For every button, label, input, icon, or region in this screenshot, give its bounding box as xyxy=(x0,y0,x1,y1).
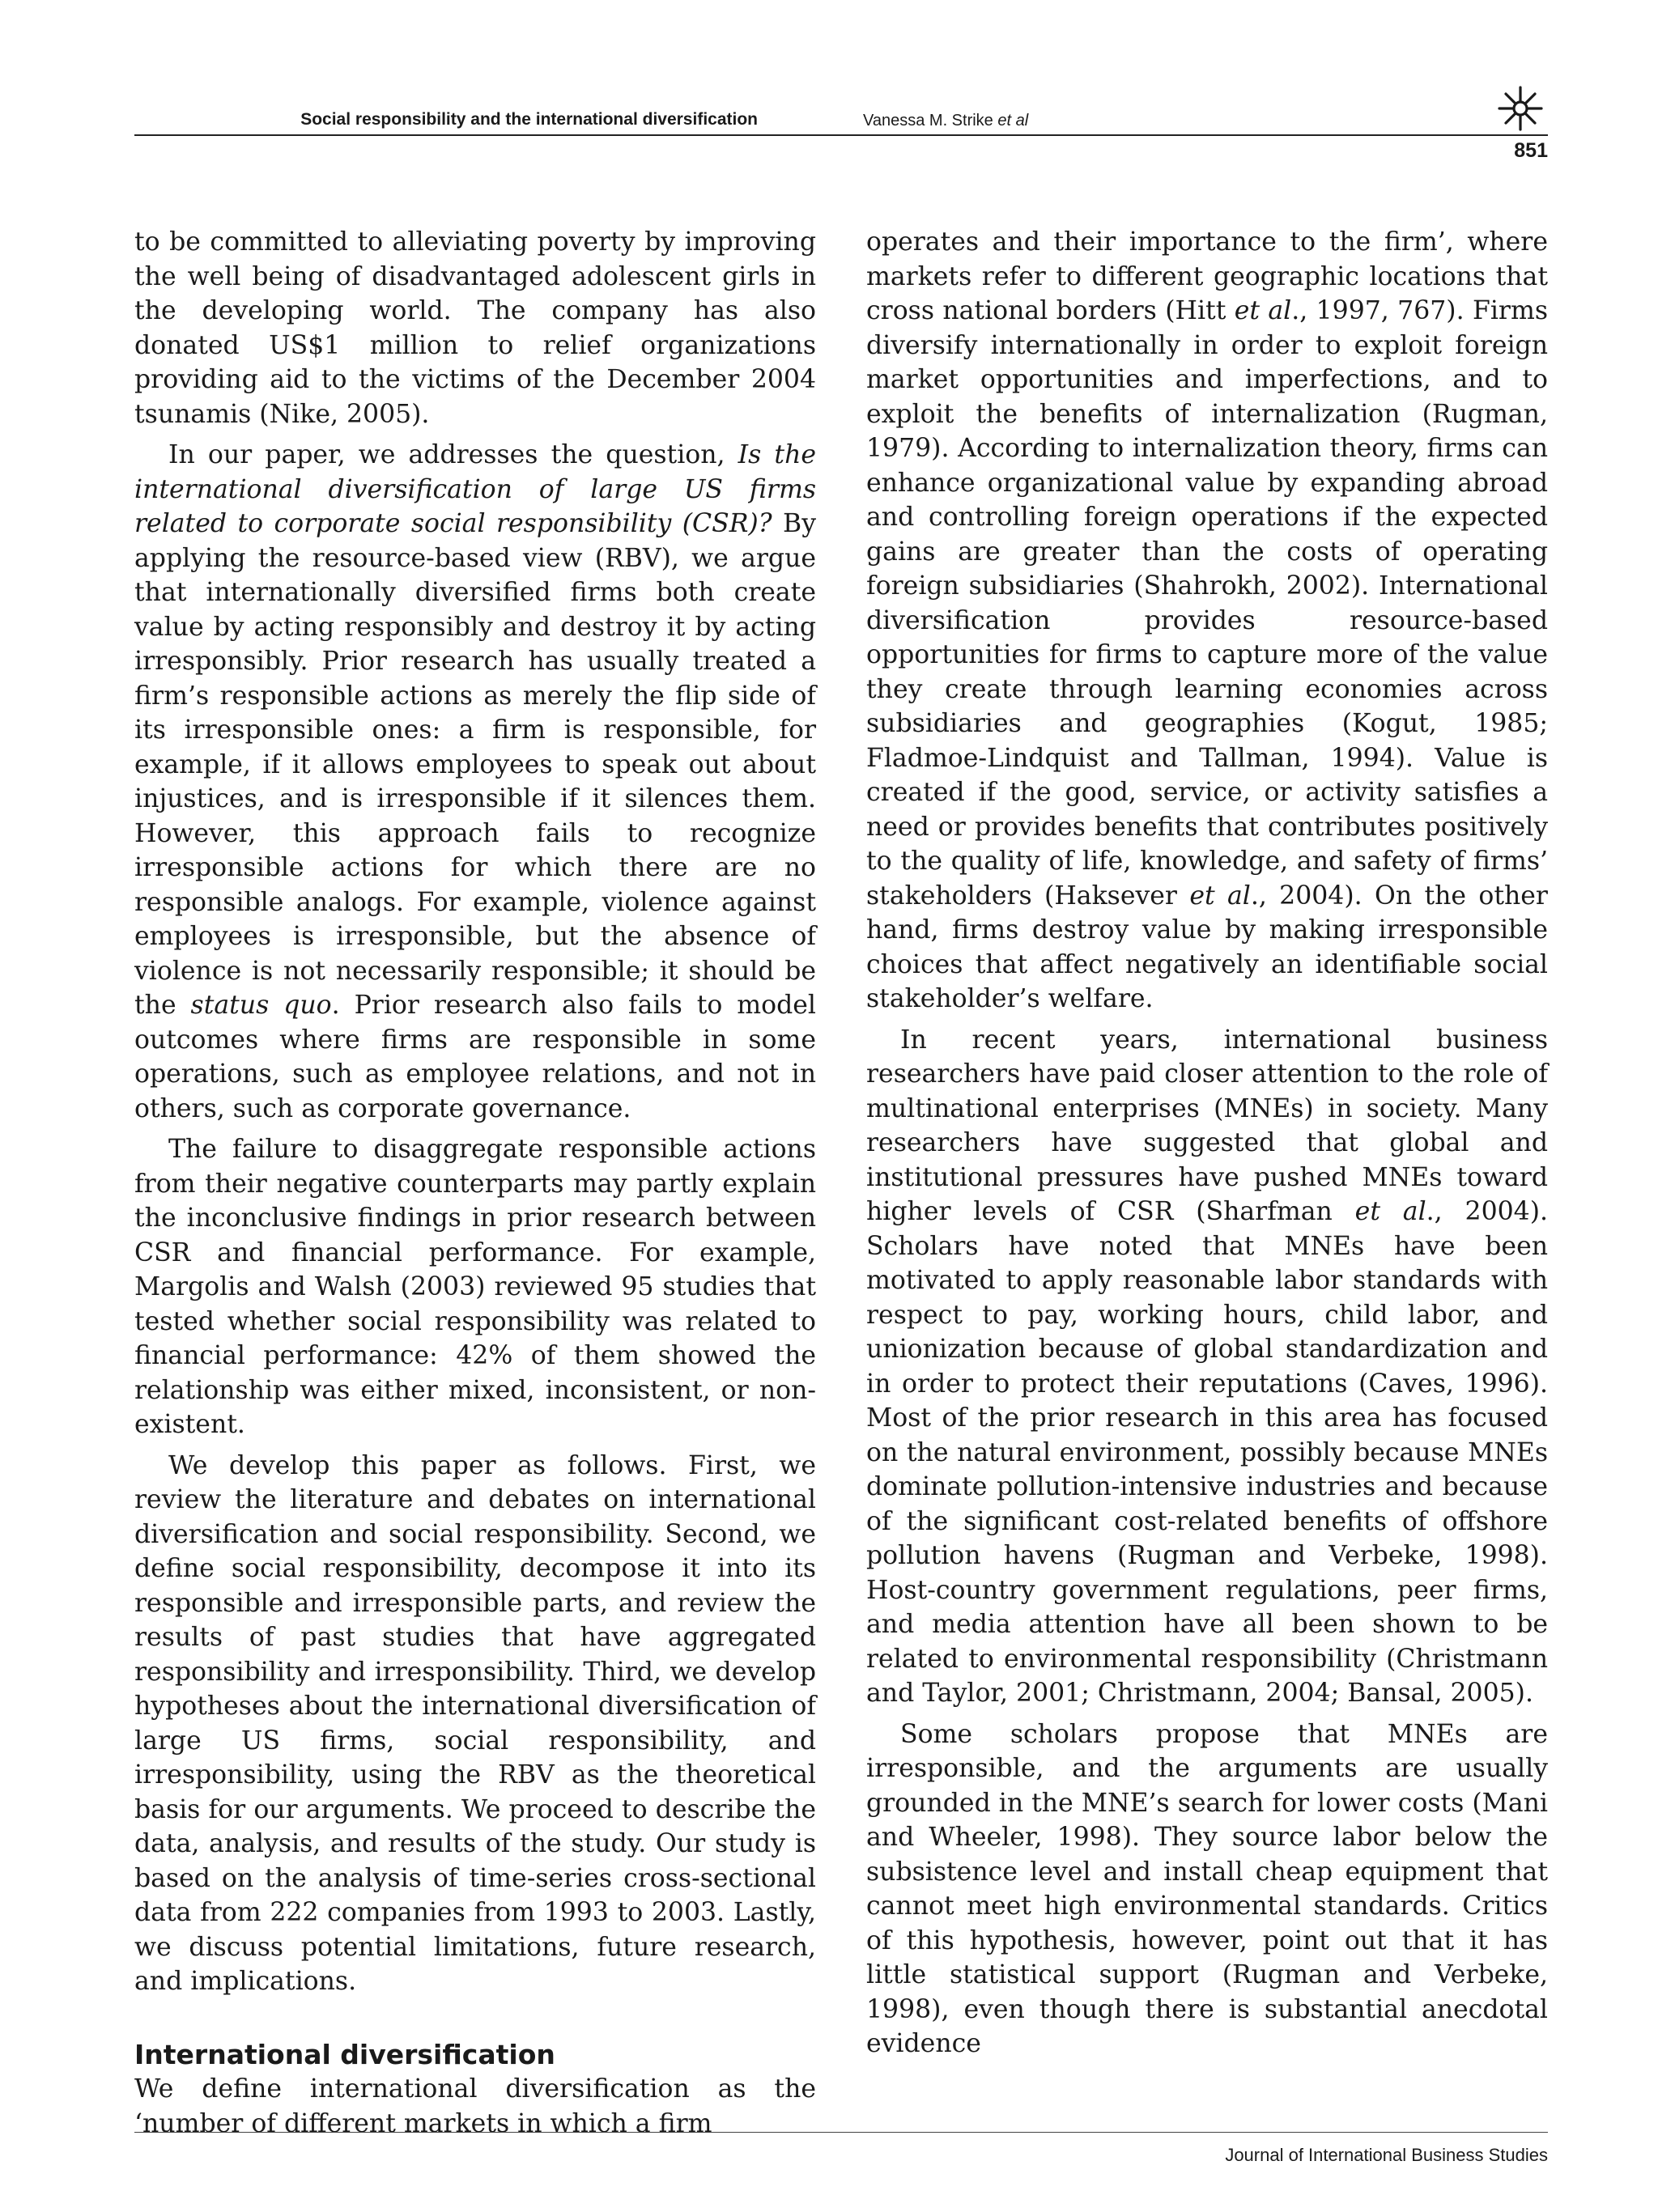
italic-run: et al xyxy=(1234,296,1292,325)
author-suffix: et al xyxy=(997,112,1029,129)
text-run: ., 2004). Scholars have noted that MNEs have been motivated to apply reasonable labor standards with respect to pay, working hours, child labor, and unionization because of global standardization and in order to protect their reputations (Caves, 1996). Most of the prior research in this area has focused on the natural environment, possibly because MNEs dominate pollution-intensive industries and because of the significant cost-related benefits of offshore pollution havens (Rugman and Verbeke, 1998). Host-country government regulations, peer firms, and media attention have all been shown to be related to environmental responsibility (Christmann and Taylor, 2001; Christmann, 2004; Bansal, 2005). xyxy=(866,1197,1548,1708)
paragraph xyxy=(866,1023,1548,1711)
italic-run: status quo xyxy=(190,991,332,1020)
text-run: ., 1997, 767). Firms diversify internationally in order to exploit foreign market opportunities and imperfections, and to exploit the benefits of internalization (Rugman, 1979). According to internalization theory, firms can enhance organizational value by expanding abroad and controlling foreign operations if the expected gains are greater than the costs of operating foreign subsidiaries (Shahrokh, 2002). International diversification provides resource-based opportunities for firms to capture more of the value they create through learning economies across subsidiaries and geographies (Kogut, 1985; Fladmoe-Lindquist and Tallman, 1994). Value is created if the good, service, or activity satisfies a need or provides benefits that contributes positively to the quality of life, knowledge, and safety of firms’ stakeholders (Haksever xyxy=(866,296,1548,911)
section-heading: International diversification xyxy=(134,2038,555,2070)
text-run: ., 2004). On the other hand, firms destroy value by making irresponsible choices that affect negatively an identifiable social stakeholder’s welfare. xyxy=(866,881,1548,1013)
text-run: The failure to disaggregate responsible actions from their negative counterparts may partly explain the inconclusive findings in prior research between CSR and financial performance. For example, Margolis and Walsh (2003) reviewed 95 studies that tested whether social responsibility was related to financial performance: 42% of them showed the relationship was either mixed, inconsistent, or non-existent. xyxy=(134,1135,816,1439)
paragraph xyxy=(866,225,1548,1017)
paragraph xyxy=(134,438,816,1126)
author-name: Vanessa M. Strike xyxy=(863,112,993,129)
paragraph xyxy=(134,2072,816,2141)
author-line xyxy=(863,112,1028,130)
italic-run: Is the international diversification of large US firms related to corporate social responsibility (CSR)? xyxy=(134,440,816,538)
text-run: to be committed to alleviating poverty by improving the well being of disadvantaged adolescent girls in the developing world. The company has also donated US$1 million to relief organizations providing aid to the victims of the December 2004 tsunamis (Nike, 2005). xyxy=(134,227,816,429)
header-rule xyxy=(134,134,1548,136)
page-number: 851 xyxy=(1514,139,1548,162)
italic-run: et al xyxy=(1354,1197,1426,1226)
footer-rule xyxy=(134,2132,1548,2133)
right-column xyxy=(866,225,1548,2061)
text-run: operates and their importance to the firm’, where markets refer to different geographic locations that cross national borders (Hitt xyxy=(866,227,1548,325)
text-run: . Prior research also fails to model outcomes where firms are responsible in some operations, such as employee relations, and not in others, such as corporate governance. xyxy=(134,991,816,1123)
left-column xyxy=(134,225,816,2141)
star-burst-icon xyxy=(1496,84,1545,133)
text-run: In our paper, we addresses the question, xyxy=(168,440,738,469)
text-run: We develop this paper as follows. First, we review the literature and debates on international diversification and social responsibility. Second, we define social responsibility, decompose it into its responsible and irresponsible parts, and review the results of past studies that have aggregated responsibility and irresponsibility. Third, we develop hypotheses about the international diversification of large US firms, social responsibility, and irresponsibility, using the RBV as the theoretical basis for our arguments. We proceed to describe the data, analysis, and results of the study. Our study is based on the analysis of time-series cross-sectional data from 222 companies from 1993 to 2003. Lastly, we discuss potential limitations, future research, and implications. xyxy=(134,1450,816,1996)
text-run: We define international diversification as the ‘number of different markets in which a firm xyxy=(134,2074,816,2138)
running-title: Social responsibility and the international diversification xyxy=(300,110,758,129)
text-run: Some scholars propose that MNEs are irresponsible, and the arguments are usually grounded in the MNE’s search for lower costs (Mani and Wheeler, 1998). They source labor below the subsistence level and install cheap equipment that cannot meet high environmental standards. Critics of this hypothesis, however, point out that it has little statistical support (Rugman and Verbeke, 1998), even though there is substantial anecdotal evidence xyxy=(866,1719,1549,2058)
paragraph xyxy=(866,1717,1548,2061)
italic-run: et al xyxy=(1189,881,1251,911)
journal-name: Journal of International Business Studies xyxy=(1225,2145,1548,2165)
text-run: In recent years, international business researchers have paid closer attention to the role of multinational enterprises (MNEs) in society. Many researchers have suggested that global and institutional pressures have pushed MNEs toward higher levels of CSR (Sharfman xyxy=(866,1025,1548,1226)
paragraph xyxy=(134,1132,816,1442)
paragraph xyxy=(134,225,816,431)
paragraph xyxy=(134,1449,816,1999)
text-run: By applying the resource-based view (RBV), we argue that internationally diversified firms both create value by acting responsibly and destroy it by acting irresponsibly. Prior research has usually treated a firm’s responsible actions as merely the flip side of its irresponsible ones: a firm is responsible, for example, if it allows employees to speak out about injustices, and is irresponsible if it silences them. However, this approach fails to recognize irresponsible actions for which there are no responsible analogs. For example, violence against employees is irresponsible, but the absence of violence is not necessarily responsible; it should be the xyxy=(134,509,816,1020)
